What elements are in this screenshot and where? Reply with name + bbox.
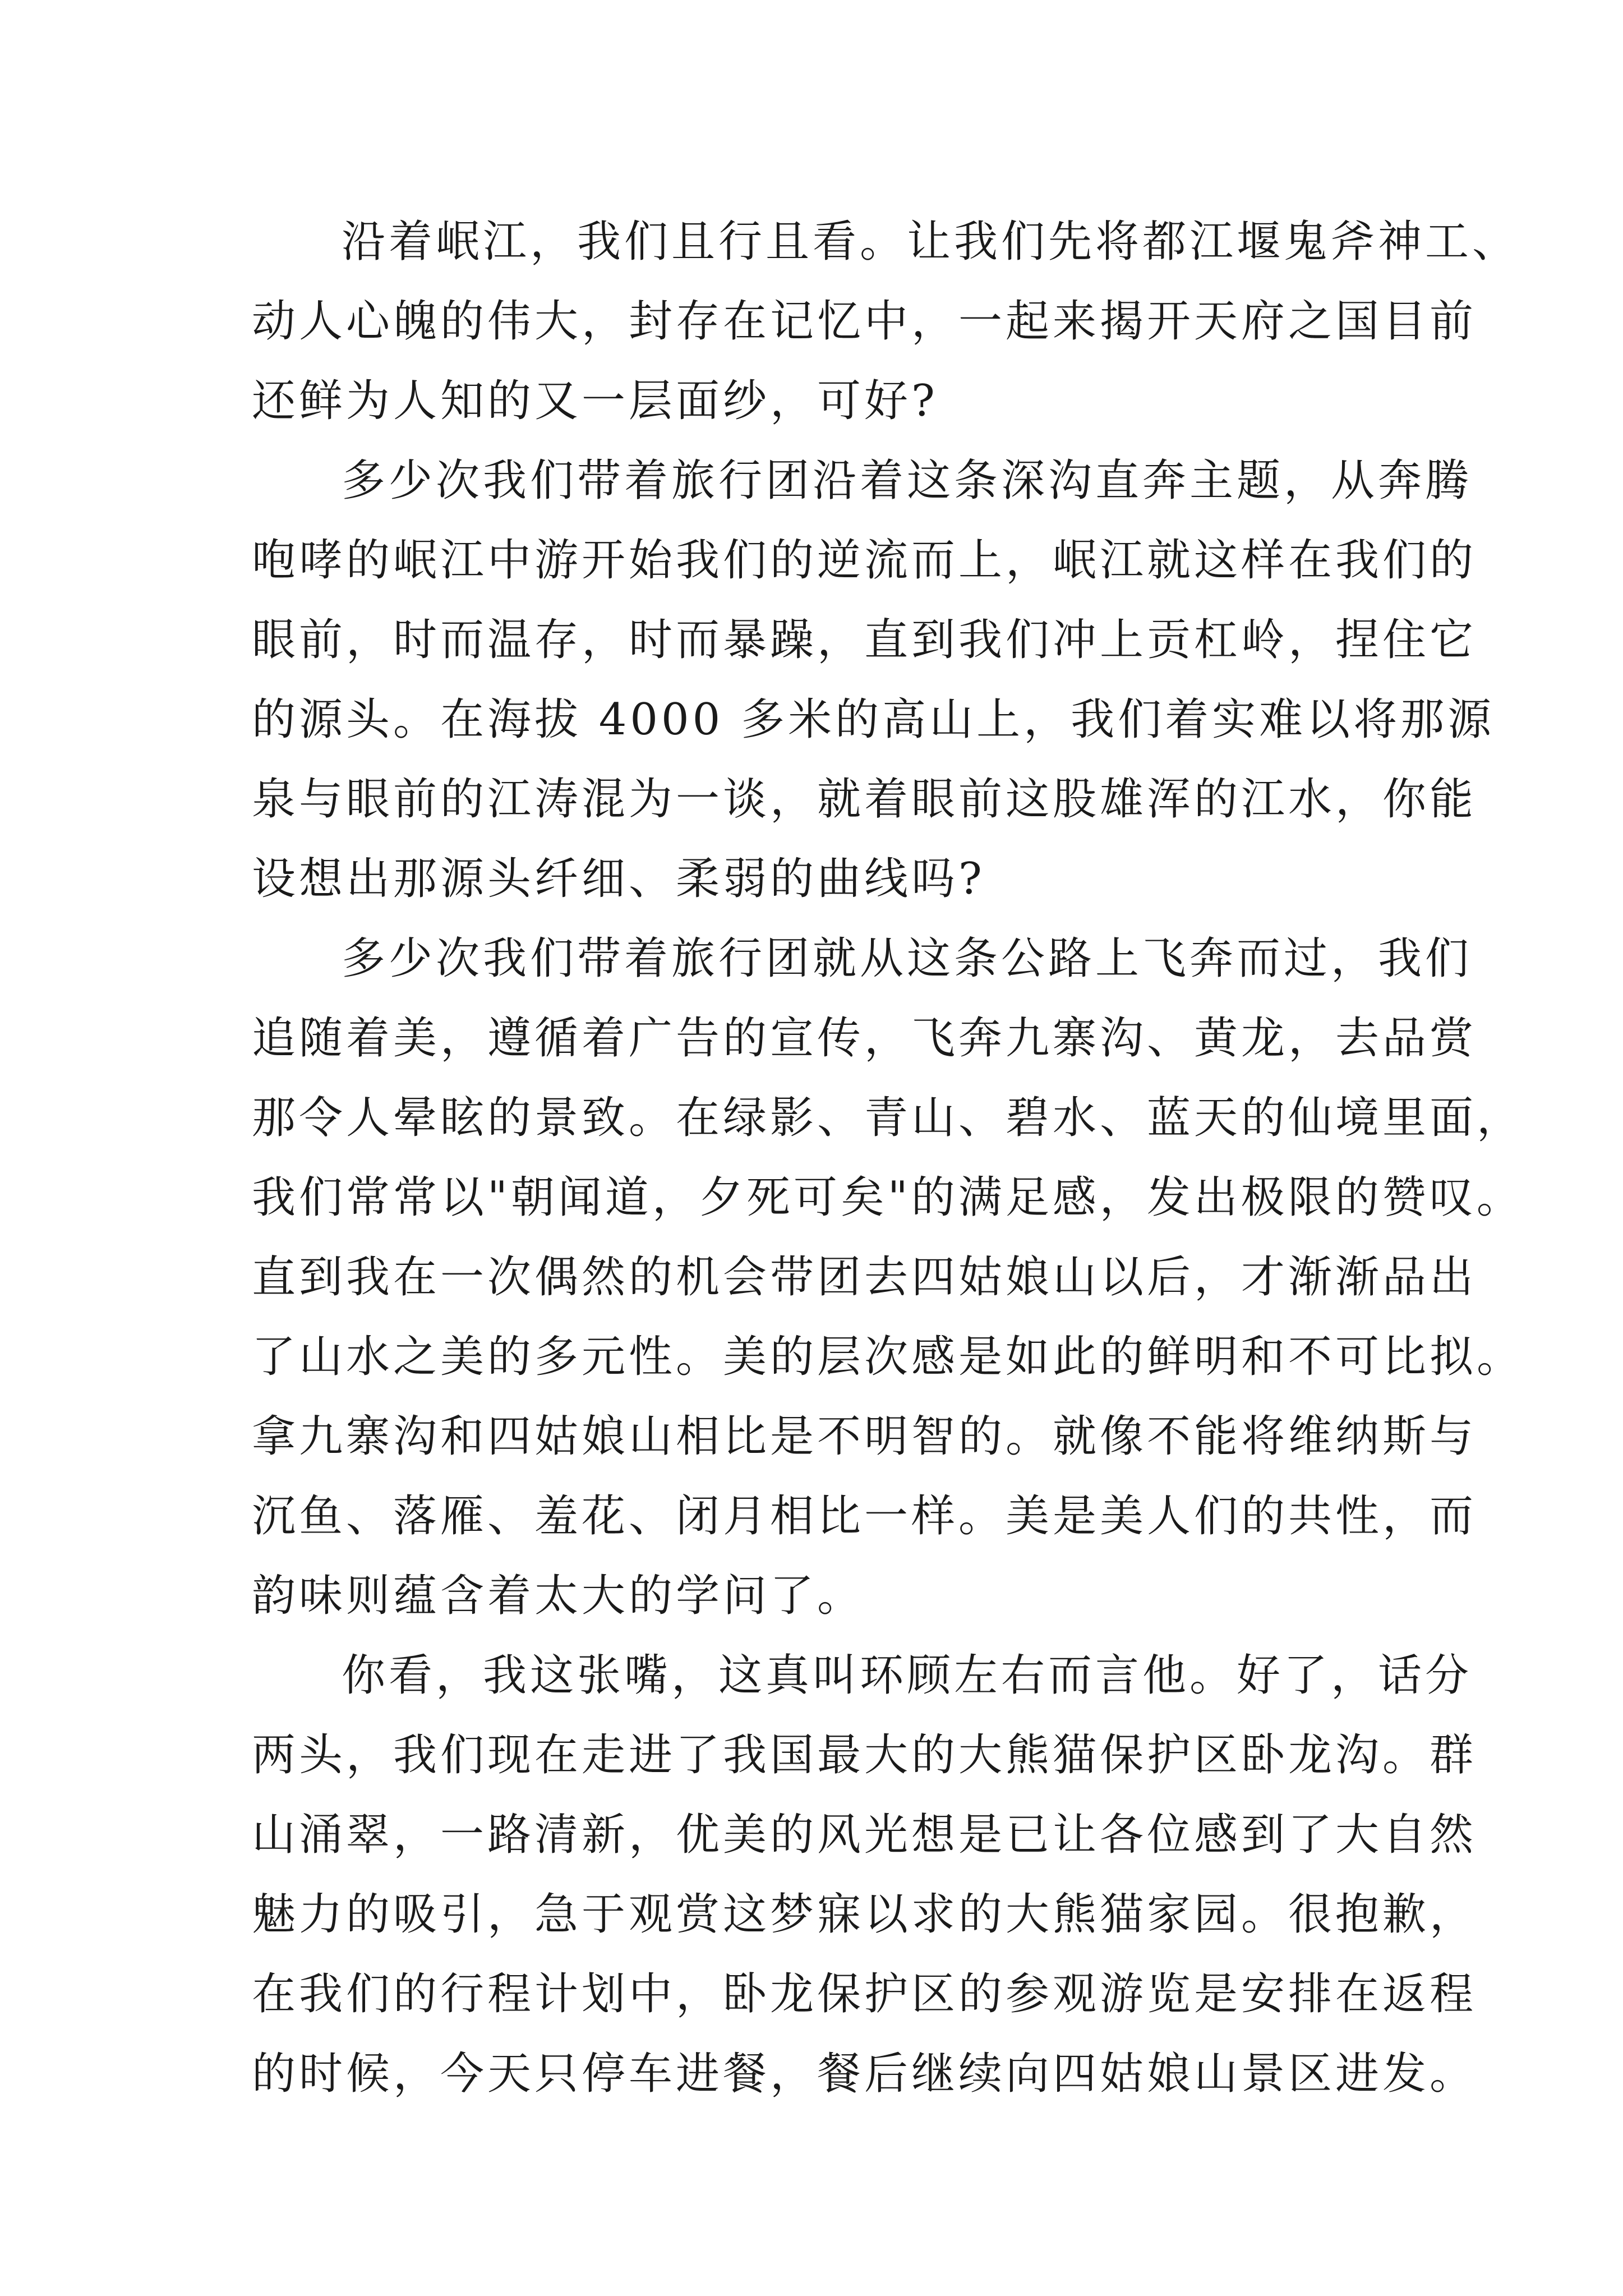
- text-line: 动人心魄的伟大，封存在记忆中，一起来揭开天府之国目前: [252, 296, 1477, 347]
- text-line: 拿九寨沟和四姑娘山相比是不明智的。就像不能将维纳斯与: [252, 1411, 1477, 1462]
- text-line: 设想出那源头纤细、柔弱的曲线吗?: [252, 854, 985, 904]
- text-line: 你看，我这张嘴，这真叫环顾左右而言他。好了，话分: [342, 1650, 1473, 1701]
- text-line: 我们常常以"朝闻道，夕死可矣"的满足感，发出极限的赞叹。: [252, 1172, 1524, 1223]
- text-line: 多少次我们带着旅行团沿着这条深沟直奔主题，从奔腾: [342, 455, 1473, 506]
- text-line: 还鲜为人知的又一层面纱，可好?: [252, 376, 938, 426]
- text-line: 的源头。在海拔 4000 多米的高山上，我们着实难以将那源: [252, 694, 1495, 745]
- text-line: 眼前，时而温存，时而暴躁，直到我们冲上贡杠岭，捏住它: [252, 615, 1477, 665]
- text-line: 的时候，今天只停车进餐，餐后继续向四姑娘山景区进发。: [252, 2049, 1477, 2099]
- text-line: 多少次我们带着旅行团就从这条公路上飞奔而过，我们: [342, 933, 1473, 984]
- paragraph-1: [252, 202, 1520, 441]
- text-line: 那令人晕眩的景致。在绿影、青山、碧水、蓝天的仙境里面，: [252, 1093, 1524, 1143]
- text-line: 沉鱼、落雁、羞花、闭月相比一样。美是美人们的共性，而: [252, 1491, 1477, 1542]
- body-text: [252, 202, 1524, 2114]
- text-line: 咆哮的岷江中游开始我们的逆流而上，岷江就这样在我们的: [252, 535, 1477, 586]
- paragraph-3: [252, 919, 1524, 1636]
- text-line: 韵味则蕴含着太大的学问了。: [252, 1571, 865, 1621]
- paragraph-4: [252, 1636, 1477, 2114]
- text-line: 沿着岷江，我们且行且看。让我们先将都江堰鬼斧神工、: [342, 217, 1520, 267]
- paragraph-2: [252, 441, 1495, 919]
- text-line: 在我们的行程计划中，卧龙保护区的参观游览是安排在返程: [252, 1969, 1477, 2019]
- text-line: 魅力的吸引，急于观赏这梦寐以求的大熊猫家园。很抱歉，: [252, 1889, 1477, 1940]
- text-line: 山涌翠，一路清新，优美的风光想是已让各位感到了大自然: [252, 1810, 1477, 1860]
- text-line: 两头，我们现在走进了我国最大的大熊猫保护区卧龙沟。群: [252, 1730, 1477, 1780]
- text-line: 泉与眼前的江涛混为一谈，就着眼前这股雄浑的江水，你能: [252, 774, 1477, 825]
- text-line: 追随着美，遵循着广告的宣传，飞奔九寨沟、黄龙，去品赏: [252, 1013, 1477, 1064]
- text-line: 直到我在一次偶然的机会带团去四姑娘山以后，才渐渐品出: [252, 1252, 1477, 1303]
- text-line: 了山水之美的多元性。美的层次感是如此的鲜明和不可比拟。: [252, 1332, 1524, 1382]
